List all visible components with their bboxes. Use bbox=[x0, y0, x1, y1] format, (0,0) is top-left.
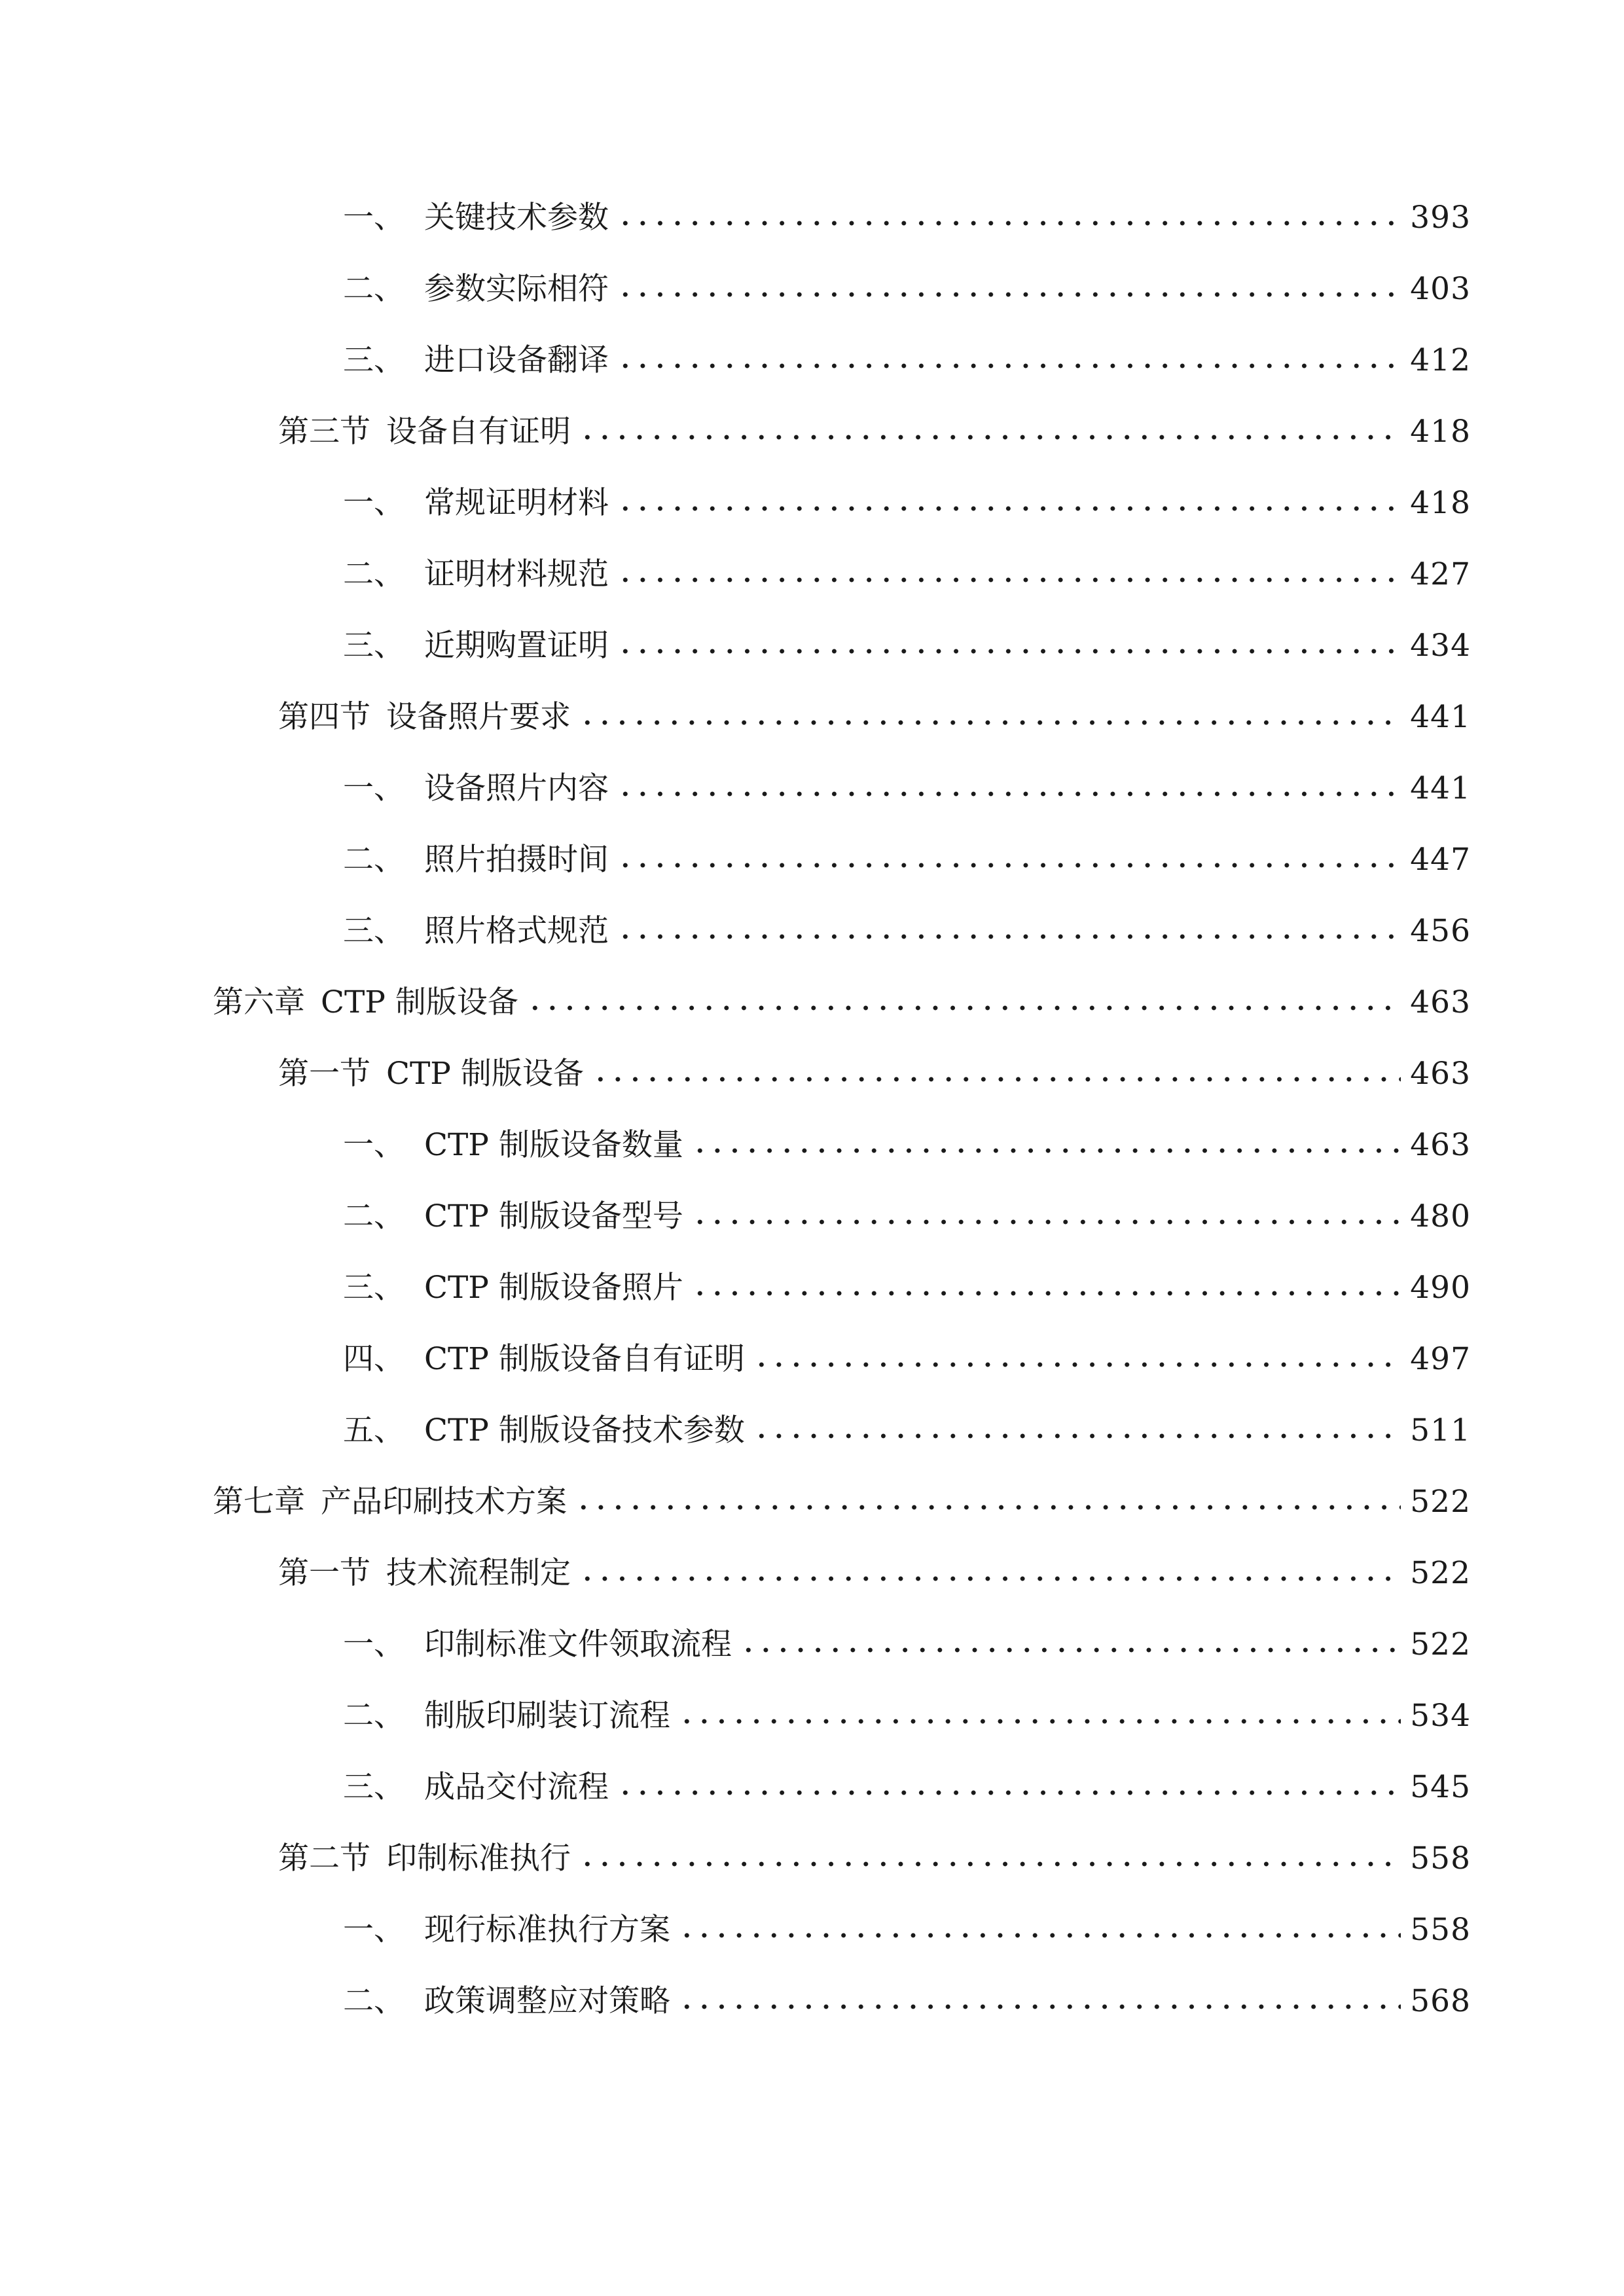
dot-leader bbox=[678, 2000, 1401, 2013]
toc-entry-title: 设备照片内容 bbox=[424, 770, 609, 806]
toc-entry[interactable] bbox=[343, 905, 1471, 958]
toc-entry[interactable] bbox=[343, 477, 1471, 529]
dot-leader bbox=[617, 645, 1401, 658]
toc-entry[interactable] bbox=[343, 1690, 1471, 1742]
toc-entry[interactable] bbox=[343, 1191, 1471, 1243]
toc-entry-title: 进口设备翻译 bbox=[424, 342, 609, 378]
toc-entry-page: 393 bbox=[1410, 200, 1471, 236]
toc-entry-page: 463 bbox=[1410, 1056, 1471, 1092]
dot-leader bbox=[617, 359, 1401, 372]
toc-entry[interactable] bbox=[343, 834, 1471, 886]
toc-entry-title: 参数实际相符 bbox=[424, 271, 609, 307]
dot-leader bbox=[678, 1929, 1401, 1942]
toc-entry-page: 522 bbox=[1410, 1626, 1471, 1662]
toc-entry[interactable] bbox=[343, 1761, 1471, 1814]
toc-entry[interactable] bbox=[278, 1048, 1471, 1100]
toc-entry-page: 463 bbox=[1410, 1127, 1471, 1163]
toc-entry-number: 二、 bbox=[343, 842, 405, 878]
toc-entry[interactable] bbox=[343, 762, 1471, 815]
dot-leader bbox=[740, 1643, 1401, 1657]
toc-entry-page: 534 bbox=[1410, 1698, 1471, 1734]
toc-entry-page: 427 bbox=[1410, 556, 1471, 592]
toc-entry[interactable] bbox=[343, 1904, 1471, 1956]
toc-entry-number: 一、 bbox=[343, 1912, 405, 1948]
toc-entry-number: 三、 bbox=[343, 1270, 405, 1306]
toc-entry-title: CTP 制版设备照片 bbox=[424, 1270, 683, 1306]
toc-entry-page: 403 bbox=[1410, 271, 1471, 307]
toc-entry-title: 常规证明材料 bbox=[424, 485, 609, 521]
toc-entry-title: 证明材料规范 bbox=[424, 556, 609, 592]
toc-entry[interactable] bbox=[343, 1333, 1471, 1386]
toc-entry-title: 设备自有证明 bbox=[386, 414, 571, 450]
toc-entry[interactable] bbox=[343, 263, 1471, 315]
dot-leader bbox=[579, 1572, 1401, 1585]
toc-entry-title: CTP 制版设备自有证明 bbox=[424, 1341, 745, 1377]
toc-entry-title: 现行标准执行方案 bbox=[424, 1912, 670, 1948]
toc-entry-page: 480 bbox=[1410, 1198, 1471, 1234]
toc-entry-title: CTP 制版设备 bbox=[321, 984, 518, 1020]
dot-leader bbox=[579, 716, 1401, 729]
toc-entry-title: 成品交付流程 bbox=[424, 1769, 609, 1805]
dot-leader bbox=[526, 1001, 1401, 1014]
toc-entry-title: 照片拍摄时间 bbox=[424, 842, 609, 878]
toc-entry-title: 近期购置证明 bbox=[424, 628, 609, 664]
toc-entry[interactable] bbox=[278, 1833, 1471, 1885]
toc-entry-page: 463 bbox=[1410, 984, 1471, 1020]
toc-entry-number: 二、 bbox=[343, 1698, 405, 1734]
toc-entry-page: 412 bbox=[1410, 342, 1471, 378]
toc-entry[interactable] bbox=[278, 1547, 1471, 1600]
toc-entry[interactable] bbox=[343, 1619, 1471, 1671]
toc-entry-page: 497 bbox=[1410, 1341, 1471, 1377]
toc-entry-number: 一、 bbox=[343, 485, 405, 521]
toc-entry-number: 第二节 bbox=[278, 1840, 370, 1876]
toc-entry-title: 关键技术参数 bbox=[424, 200, 609, 236]
toc-entry[interactable] bbox=[213, 1476, 1471, 1528]
toc-entry[interactable] bbox=[343, 1119, 1471, 1172]
toc-entry-number: 四、 bbox=[343, 1341, 405, 1377]
toc-entry[interactable] bbox=[213, 977, 1471, 1029]
toc-entry-page: 418 bbox=[1410, 414, 1471, 450]
dot-leader bbox=[579, 431, 1401, 444]
toc-entry-page: 418 bbox=[1410, 485, 1471, 521]
toc-entry[interactable] bbox=[343, 548, 1471, 601]
dot-leader bbox=[617, 930, 1401, 943]
toc-entry-page: 522 bbox=[1410, 1555, 1471, 1591]
toc-entry[interactable] bbox=[343, 334, 1471, 387]
toc-entry-title: 技术流程制定 bbox=[386, 1555, 571, 1591]
toc-entry-title: CTP 制版设备型号 bbox=[424, 1198, 683, 1234]
toc-entry-number: 第三节 bbox=[278, 414, 370, 450]
toc-entry-page: 545 bbox=[1410, 1769, 1471, 1805]
toc-entry-number: 二、 bbox=[343, 1198, 405, 1234]
toc-entry-number: 二、 bbox=[343, 271, 405, 307]
toc-entry-number: 三、 bbox=[343, 913, 405, 949]
toc-entry[interactable] bbox=[278, 691, 1471, 744]
toc-entry-title: 制版印刷装订流程 bbox=[424, 1698, 670, 1734]
toc-entry-page: 441 bbox=[1410, 770, 1471, 806]
toc-entry[interactable] bbox=[343, 1975, 1471, 2028]
toc-entry-page: 511 bbox=[1410, 1412, 1471, 1448]
dot-leader bbox=[617, 288, 1401, 301]
dot-leader bbox=[592, 1073, 1401, 1086]
toc-entry-page: 447 bbox=[1410, 842, 1471, 878]
toc-entry-title: 印制标准执行 bbox=[386, 1840, 571, 1876]
dot-leader bbox=[753, 1429, 1401, 1443]
toc-entry-page: 522 bbox=[1410, 1484, 1471, 1520]
toc-entry-number: 第四节 bbox=[278, 699, 370, 735]
dot-leader bbox=[691, 1287, 1401, 1300]
toc-entry-title: 照片格式规范 bbox=[424, 913, 609, 949]
toc-entry-number: 第一节 bbox=[278, 1555, 370, 1591]
toc-entry[interactable] bbox=[343, 1405, 1471, 1457]
dot-leader bbox=[617, 787, 1401, 800]
dot-leader bbox=[617, 217, 1401, 230]
toc-entry-title: CTP 制版设备数量 bbox=[424, 1127, 683, 1163]
toc-entry-number: 一、 bbox=[343, 1626, 405, 1662]
toc-entry[interactable] bbox=[343, 620, 1471, 672]
toc-entry-title: CTP 制版设备技术参数 bbox=[424, 1412, 745, 1448]
toc-entry-page: 441 bbox=[1410, 699, 1471, 735]
toc-entry[interactable] bbox=[278, 406, 1471, 458]
dot-leader bbox=[691, 1144, 1401, 1157]
dot-leader bbox=[617, 502, 1401, 515]
toc-entry-title: CTP 制版设备 bbox=[386, 1056, 584, 1092]
toc-entry-number: 五、 bbox=[343, 1412, 405, 1448]
toc-entry-page: 558 bbox=[1410, 1840, 1471, 1876]
toc-entry-number: 二、 bbox=[343, 556, 405, 592]
dot-leader bbox=[753, 1358, 1401, 1371]
toc-entry-page: 558 bbox=[1410, 1912, 1471, 1948]
toc-entry-page: 568 bbox=[1410, 1983, 1471, 2019]
toc-entry-title: 产品印刷技术方案 bbox=[321, 1484, 567, 1520]
toc-entry-title: 政策调整应对策略 bbox=[424, 1983, 670, 2019]
toc-entry-page: 490 bbox=[1410, 1270, 1471, 1306]
toc-entry-number: 第六章 bbox=[213, 984, 305, 1020]
toc-entry-page: 434 bbox=[1410, 628, 1471, 664]
dot-leader bbox=[617, 1786, 1401, 1799]
dot-leader bbox=[691, 1215, 1401, 1229]
dot-leader bbox=[678, 1715, 1401, 1728]
dot-leader bbox=[579, 1857, 1401, 1871]
toc-entry-number: 第一节 bbox=[278, 1056, 370, 1092]
toc-entry-number: 三、 bbox=[343, 1769, 405, 1805]
toc-entry-number: 二、 bbox=[343, 1983, 405, 2019]
toc-entry-number: 一、 bbox=[343, 1127, 405, 1163]
dot-leader bbox=[617, 573, 1401, 586]
toc-entry-number: 一、 bbox=[343, 200, 405, 236]
toc-entry-number: 第七章 bbox=[213, 1484, 305, 1520]
toc-entry-number: 一、 bbox=[343, 770, 405, 806]
toc-entry[interactable] bbox=[343, 192, 1471, 244]
toc-entry-number: 三、 bbox=[343, 628, 405, 664]
toc-entry-title: 印制标准文件领取流程 bbox=[424, 1626, 732, 1662]
dot-leader bbox=[617, 859, 1401, 872]
toc-entry-page: 456 bbox=[1410, 913, 1471, 949]
toc-entry-title: 设备照片要求 bbox=[386, 699, 571, 735]
toc-entry-number: 三、 bbox=[343, 342, 405, 378]
dot-leader bbox=[575, 1501, 1401, 1514]
toc-entry[interactable] bbox=[343, 1262, 1471, 1314]
